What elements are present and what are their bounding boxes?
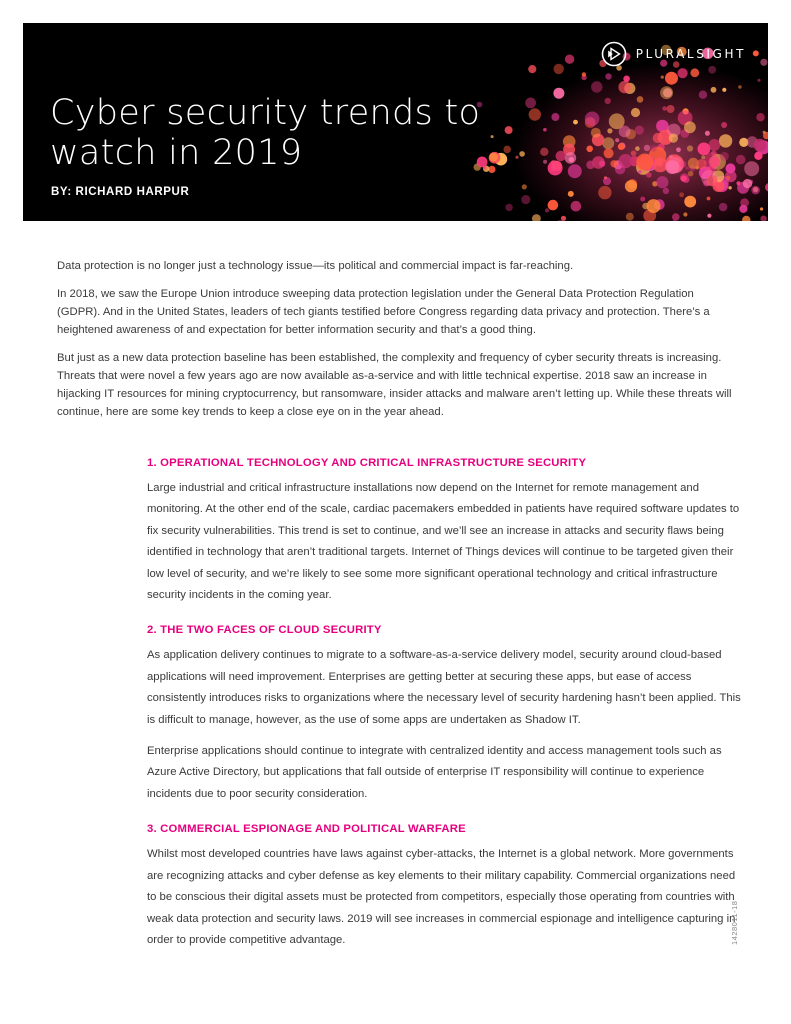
particle-dot <box>647 199 661 213</box>
particle-dot <box>696 166 699 169</box>
pluralsight-logo <box>601 41 746 67</box>
section-heading: 1. OPERATIONAL TECHNOLOGY AND CRITICAL INFRASTRUCTURE SECURITY <box>147 457 587 469</box>
page-title <box>50 93 570 173</box>
particle-dot <box>667 105 675 113</box>
particle-dot <box>548 200 559 211</box>
particle-dot <box>709 156 720 167</box>
particle-dot <box>688 171 694 177</box>
particle-dot <box>665 72 678 85</box>
intro <box>57 257 737 431</box>
particle-dot <box>699 91 707 99</box>
section-heading: 2. THE TWO FACES OF CLOUD SECURITY <box>147 624 382 637</box>
particle-dot <box>708 66 716 74</box>
particle-dot <box>662 106 667 111</box>
particle-dot <box>698 143 711 156</box>
particle-dot <box>637 96 644 103</box>
particle-dot <box>707 197 711 201</box>
particle-dot <box>705 131 710 136</box>
trend-sections <box>147 457 747 969</box>
particle-dot <box>711 87 717 93</box>
particle-dot <box>757 79 760 82</box>
particle-dot <box>707 176 718 187</box>
particle-dot <box>582 72 586 76</box>
particle-dot <box>638 170 641 173</box>
particle-dot <box>631 151 637 157</box>
particle-dot <box>720 152 729 161</box>
particle-dot <box>663 188 669 194</box>
particle-dot <box>604 148 614 158</box>
particle-dot <box>711 150 717 156</box>
particle-dot <box>743 179 752 188</box>
particle-dot <box>561 216 566 221</box>
particle-dot <box>598 186 611 199</box>
intro-paragraph: Data protection is no longer just a technology issue—its political and commercial impact is far-reaching. <box>57 260 574 272</box>
intro-paragraph: In 2018, we saw the Europe Union introduce sweeping data protection legislation under the General Data Protection Regulation (GDPR). And in the United States, leaders of tech giants testified before Congress regarding data privacy and protection. There’s a heightened awareness of and expectation for better information security and that’s a good thing. <box>57 288 710 336</box>
particle-dot <box>660 86 673 99</box>
particle-dot <box>687 145 693 151</box>
particle-dot <box>669 155 673 159</box>
section-commercial-espionage <box>147 823 747 951</box>
particle-dot <box>672 213 680 221</box>
particle-dot <box>521 195 530 204</box>
particle-dot <box>585 112 600 127</box>
particle-dot <box>684 121 696 133</box>
particle-dot <box>532 214 541 221</box>
title-line-1: Cyber security trends to <box>50 93 481 133</box>
particle-dot <box>571 201 582 212</box>
particle-dot <box>721 122 727 128</box>
section-paragraph: Whilst most developed countries have laws against cyber-attacks, the Internet is a global network. More governments are recognizing attacks and cyber defense as key elements to their military capability. Commercial organizations need to be conscious their digital assets must be protected from competitors, especially those operating from countries with weak data protection and security laws. 2019 will see increases in commercial espionage and intelligence capturing in order to provide competitive advantage. <box>147 848 736 946</box>
section-paragraph: Enterprise applications should continue to integrate with centralized identity and access management tools such as Azure Active Directory, but applications that fall outside of enterprise IT responsibility will continue to experience incidents due to poor security consideration. <box>147 745 722 800</box>
particle-dot <box>631 108 640 117</box>
particle-dot <box>591 81 602 92</box>
particle-dot <box>753 50 759 56</box>
particle-dot <box>554 64 564 74</box>
particle-dot <box>586 161 595 170</box>
section-heading: 3. COMMERCIAL ESPIONAGE AND POLITICAL WARFARE <box>147 823 466 836</box>
particle-dot <box>738 85 741 88</box>
particle-dot <box>619 126 631 138</box>
particle-dot <box>650 145 656 151</box>
intro-paragraph: But just as a new data protection baseline has been established, the complexity and frequency of cyber security threats is increasing. Threats that were novel a few years ago are now available as-a-service and with little technical expertise. 2018 saw an increase in hijacking IT resources for mining cryptocurrency, but ransomware, insider attacks and malware aren’t letting up. While these threats will continue, here are some key trends to keep a close eye on in the year ahead. <box>57 352 732 418</box>
particle-dot <box>603 177 611 185</box>
particle-dot <box>707 214 711 218</box>
particle-dot <box>690 68 699 77</box>
particle-dot <box>685 166 689 170</box>
particle-dot <box>653 133 663 143</box>
particle-dot <box>739 205 747 213</box>
brand-name: PLURALSIGHT <box>635 47 746 61</box>
title-line-2: watch in 2019 <box>50 133 303 173</box>
particle-dot <box>640 197 645 202</box>
particle-dot <box>565 55 574 64</box>
particle-dot <box>679 161 686 168</box>
particle-dot <box>615 138 619 142</box>
particle-dot <box>573 120 578 125</box>
particle-dot <box>676 147 681 152</box>
particle-dot <box>679 192 684 197</box>
particle-dot <box>568 191 574 197</box>
particle-dot <box>736 155 746 165</box>
particle-dot <box>763 131 766 134</box>
play-logo-icon <box>601 41 627 67</box>
particle-dot <box>726 163 736 173</box>
particle-dot <box>626 213 634 221</box>
particle-dot <box>644 145 650 151</box>
particle-dot <box>605 98 611 104</box>
particle-dot <box>618 143 625 150</box>
particle-dot <box>636 154 653 171</box>
particle-dot <box>646 172 652 178</box>
particle-dot <box>635 146 640 151</box>
particle-dot <box>744 161 759 176</box>
particle-dot <box>625 180 637 192</box>
particle-dot <box>678 68 688 78</box>
particle-dot <box>751 186 760 195</box>
particle-dot <box>737 181 741 185</box>
section-cloud-security <box>147 624 747 805</box>
particle-dot <box>754 139 767 152</box>
particle-dot <box>522 184 527 189</box>
section-operational-technology <box>147 457 747 606</box>
particle-dot <box>528 65 536 73</box>
particle-dot <box>615 164 625 174</box>
particle-dot <box>669 134 678 143</box>
particle-dot <box>607 128 612 133</box>
particle-dot <box>760 207 763 210</box>
particle-dot <box>591 128 601 138</box>
particle-dot <box>586 146 593 153</box>
particle-dot <box>709 139 721 151</box>
header-banner <box>23 23 768 221</box>
section-paragraph: As application delivery continues to migrate to a software-as-a-service delivery model, security around cloud-based applications will need improvement. Enterprises are getting better at securing these apps, but ease of access consistently introduces risks to organizations where the necessary level of security hardening hasn’t been applied. This is difficult to manage, however, as the use of some apps are undertaken as Shadow IT. <box>147 649 741 726</box>
particle-dot <box>505 204 512 211</box>
particle-dot <box>681 175 687 181</box>
particle-dot <box>605 73 611 79</box>
particle-dot <box>760 59 767 66</box>
particle-dot <box>722 88 726 92</box>
particle-dot <box>618 81 630 93</box>
particle-dot <box>719 134 732 147</box>
particle-dot <box>656 176 668 188</box>
particle-dot <box>701 155 705 159</box>
particle-dot <box>545 208 549 212</box>
particle-dot <box>684 196 696 208</box>
particle-dot <box>635 126 644 135</box>
particle-dot <box>728 186 731 189</box>
particle-dot <box>719 203 728 212</box>
particle-dot <box>683 212 687 216</box>
particle-dot <box>665 160 679 174</box>
particle-dot <box>756 113 764 121</box>
document-id: 1428011-18 <box>730 900 739 945</box>
particle-dot <box>661 76 664 79</box>
byline: BY: RICHARD HARPUR <box>51 186 190 198</box>
section-paragraph: Large industrial and critical infrastructure installations now depend on the Internet for remote management and monitoring. At the other end of the scale, cardiac pacemakers embedded in patients have required software updates to fix security vulnerabilities. This trend is set to continue, and we’ll see an increase in attacks and security flaws being identified in technology that aren’t traditional targets. Internet of Things devices will continue to be targeted given their low level of security, and we’re likely to see some more significant operational technology and critical infrastructure security incidents in the coming year. <box>147 482 740 602</box>
